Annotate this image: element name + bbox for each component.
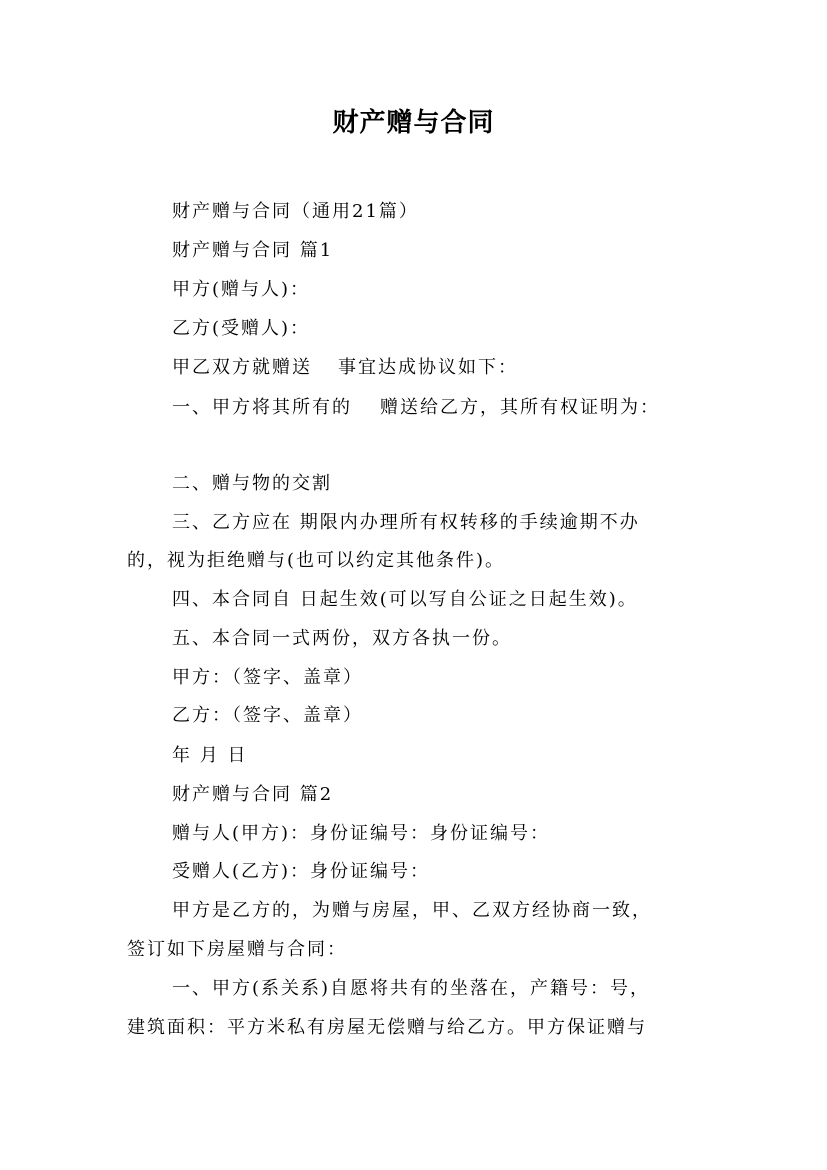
agreement-intro-part-1: 甲乙双方就赠送 bbox=[172, 357, 312, 378]
preamble-continued: 签订如下房屋赠与合同： bbox=[127, 939, 347, 960]
party-a-line: 甲方(赠与人)： bbox=[172, 279, 311, 300]
party-b-line: 乙方(受赠人)： bbox=[172, 318, 311, 339]
contract-collection-heading: 财产赠与合同（通用21篇） bbox=[172, 201, 419, 222]
section-heading-2: 财产赠与合同 篇2 bbox=[172, 784, 334, 805]
clause-5: 五、本合同一式两份，双方各执一份。 bbox=[172, 628, 512, 649]
house-clause-1: 一、甲方(系关系)自愿将共有的坐落在，产籍号：号， bbox=[172, 978, 651, 999]
clause-4: 四、本合同自 日起生效(可以写自公证之日起生效)。 bbox=[172, 589, 638, 610]
section-heading-1: 财产赠与合同 篇1 bbox=[172, 240, 334, 261]
house-clause-1-continued: 建筑面积：平方米私有房屋无偿赠与给乙方。甲方保证赠与 bbox=[127, 1017, 647, 1038]
clause-2: 二、赠与物的交割 bbox=[172, 473, 332, 494]
preamble-line: 甲方是乙方的，为赠与房屋，甲、乙双方经协商一致， bbox=[172, 900, 652, 921]
party-a-signature: 甲方：（签字、盖章） bbox=[172, 667, 363, 688]
agreement-intro bbox=[172, 356, 518, 380]
clause-3-continued: 的，视为拒绝赠与(也可以约定其他条件)。 bbox=[127, 550, 506, 571]
clause-1-part-1: 一、甲方将其所有的 bbox=[172, 397, 352, 418]
clause-1-part-2: 赠送给乙方，其所有权证明为： bbox=[380, 397, 660, 418]
donor-line: 赠与人(甲方)：身份证编号：身份证编号： bbox=[172, 823, 551, 844]
document-title: 财产赠与合同 bbox=[332, 108, 495, 138]
agreement-intro-part-2: 事宜达成协议如下： bbox=[338, 357, 518, 378]
clause-3: 三、乙方应在 期限内办理所有权转移的手续逾期不办 bbox=[172, 512, 640, 533]
clause-1 bbox=[172, 396, 660, 420]
date-line: 年 月 日 bbox=[172, 745, 248, 766]
donee-line: 受赠人(乙方)：身份证编号： bbox=[172, 861, 431, 882]
party-b-signature: 乙方：（签字、盖章） bbox=[172, 705, 363, 726]
